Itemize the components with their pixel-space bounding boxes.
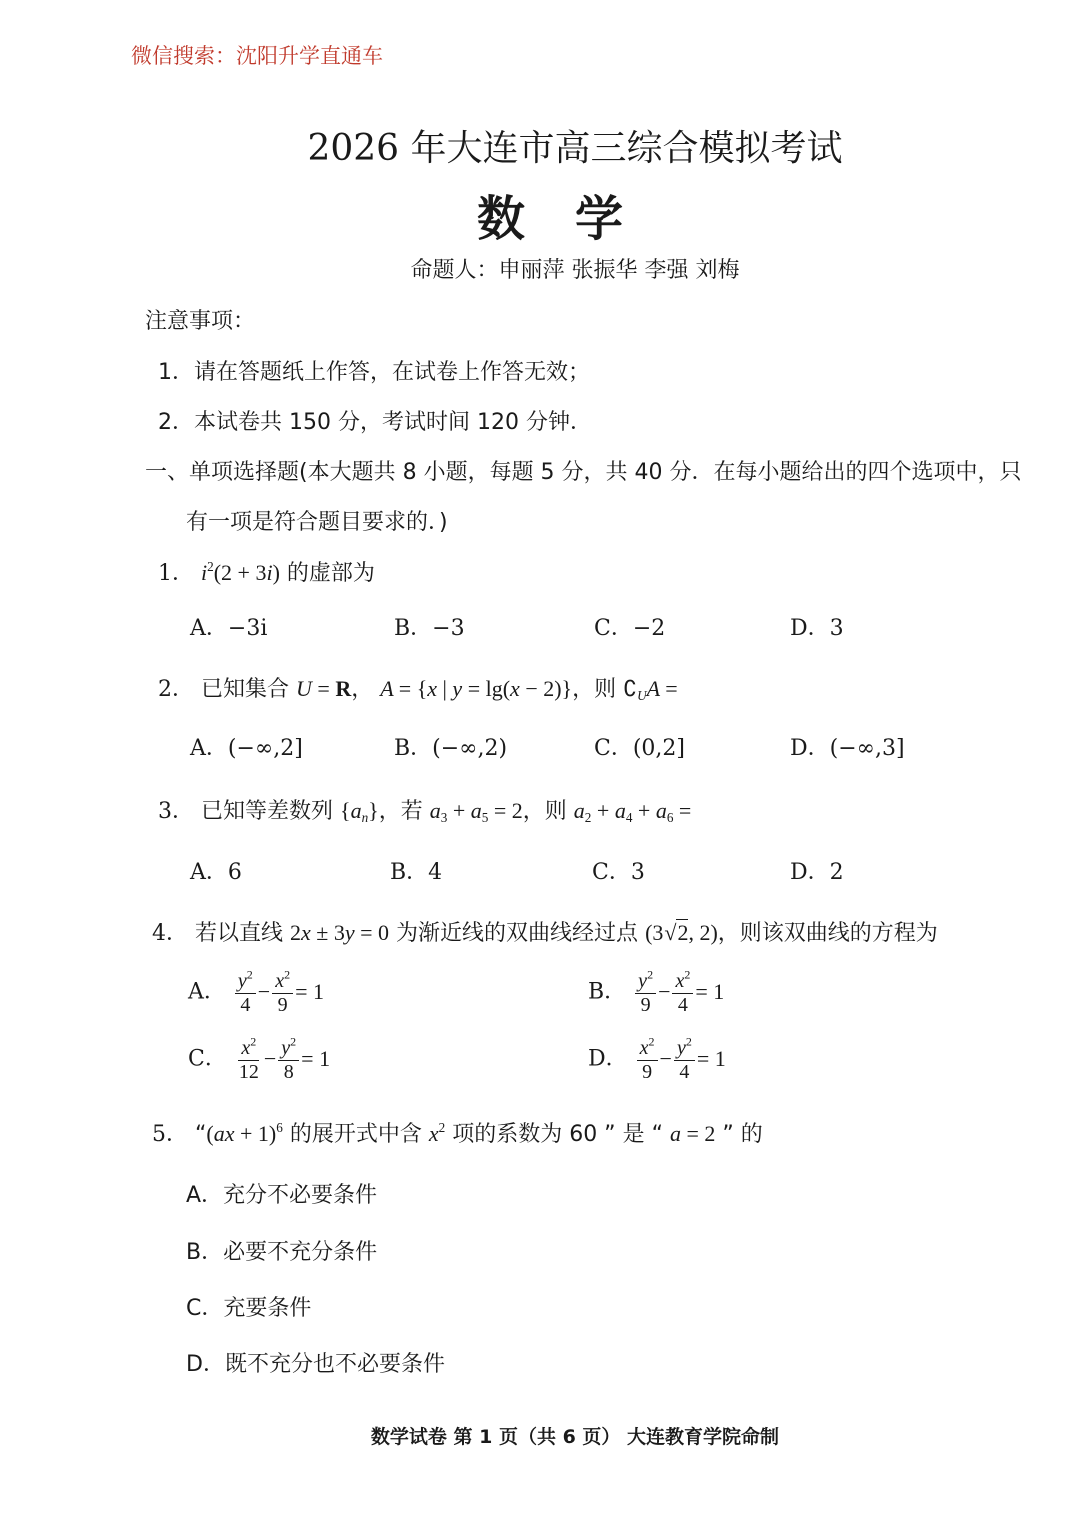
q1-expression: $i^2(2 + 3i)$ — [201, 558, 280, 585]
q4-option-a: A． $\frac{y^2}{4}$ − $\frac{x^2}{9}$ = 1 — [188, 967, 325, 1016]
section-heading: 一、单项选择题(本大题共 8 小题，每题 5 分，共 40 分．在每小题给出的四个选项中，只 — [145, 460, 1022, 485]
notice-item-2: 2．本试卷共 150 分，考试时间 120 分钟． — [158, 410, 592, 435]
q3-option-a: A．6 — [190, 860, 242, 885]
q1-option-c: C．−2 — [594, 616, 666, 641]
q5-term: $x^2$ — [428, 1119, 446, 1146]
q2-option-b: B．(−∞,2) — [394, 736, 508, 761]
q4-option-c: C． $\frac{x^2}{12}$ − $\frac{y^2}{8}$ = 1 — [188, 1034, 331, 1083]
q2-complement: $∁_UA$ = — [623, 676, 678, 703]
q3-option-b: B．4 — [390, 860, 443, 885]
q5-option-a: A．充分不必要条件 — [186, 1183, 378, 1208]
q3-option-c: C．3 — [592, 860, 645, 885]
exam-title: 2026 年大连市高三综合模拟考试 — [307, 128, 843, 169]
question-4: 4． 若以直线 2x ± 3y = 0 为渐近线的双曲线经过点 (3√2, 2)，则该双曲线的方程为 — [152, 920, 938, 946]
q5-option-d: D．既不充分也不必要条件 — [186, 1352, 445, 1377]
q5-option-c: C．充要条件 — [186, 1296, 312, 1321]
q4-option-d: D． $\frac{x^2}{9}$ − $\frac{y^2}{4}$ = 1 — [588, 1034, 726, 1083]
q2-set-a: A = {x | y = lg(x − 2)} — [380, 676, 573, 701]
q4-option-b: B． $\frac{y^2}{9}$ − $\frac{x^2}{4}$ = 1 — [588, 967, 725, 1016]
notice-heading: 注意事项： — [145, 309, 256, 334]
q2-option-d: D．(−∞,3] — [790, 736, 905, 761]
notice-item-1: 1．请在答题纸上作答，在试卷上作答无效； — [158, 360, 590, 385]
page-footer: 数学试卷 第 1 页（共 6 页） 大连教育学院命制 — [370, 1426, 780, 1448]
q1-option-a: A．−3i — [190, 616, 268, 641]
q3-sequence: $\{a_n\}$ — [340, 798, 379, 825]
q3-condition: $a_3 + a_5 = 2$ — [429, 798, 523, 825]
question-5: 5． “(ax + 1)$^6$ 的展开式中含 $x^2$ 项的系数为 60 ” 是 “ a = 2 ” 的 — [152, 1119, 763, 1147]
question-2: 2． 已知集合 U = R， A = {x | y = lg(x − 2)}，则 $∁_UA$ = — [158, 676, 678, 703]
q3-option-d: D．2 — [790, 860, 844, 885]
q5-option-b: B．必要不充分条件 — [186, 1240, 378, 1265]
question-1: 1． $i^2(2 + 3i)$ 的虚部为 — [158, 558, 375, 586]
subject-title: 数学 — [476, 191, 673, 247]
q1-option-b: B．−3 — [394, 616, 465, 641]
question-number: 1． — [158, 561, 194, 586]
watermark-text: 微信搜索：沈阳升学直通车 — [131, 44, 383, 68]
question-3: 3． 已知等差数列 $\{a_n\}$，若 $a_3 + a_5 = 2$，则 $a_2 + a_4 + a_6$ = — [158, 798, 692, 825]
q5-condition: a = 2 — [669, 1121, 716, 1146]
q5-binomial: (ax + 1)$^6$ — [206, 1119, 283, 1146]
q4-point: (3√2, 2) — [645, 920, 718, 945]
q3-target: $a_2 + a_4 + a_6$ = — [573, 798, 692, 825]
authors-line: 命题人：申丽萍 张振华 李强 刘梅 — [410, 258, 740, 283]
q2-option-c: C．(0,2] — [594, 736, 685, 761]
q2-set-u: U = R — [296, 676, 352, 701]
q1-option-d: D．3 — [790, 616, 844, 641]
q4-asymptote: 2x ± 3y = 0 — [290, 920, 390, 945]
q2-option-a: A．(−∞,2] — [190, 736, 303, 761]
section-heading-cont: 有一项是符合题目要求的．) — [186, 510, 448, 535]
